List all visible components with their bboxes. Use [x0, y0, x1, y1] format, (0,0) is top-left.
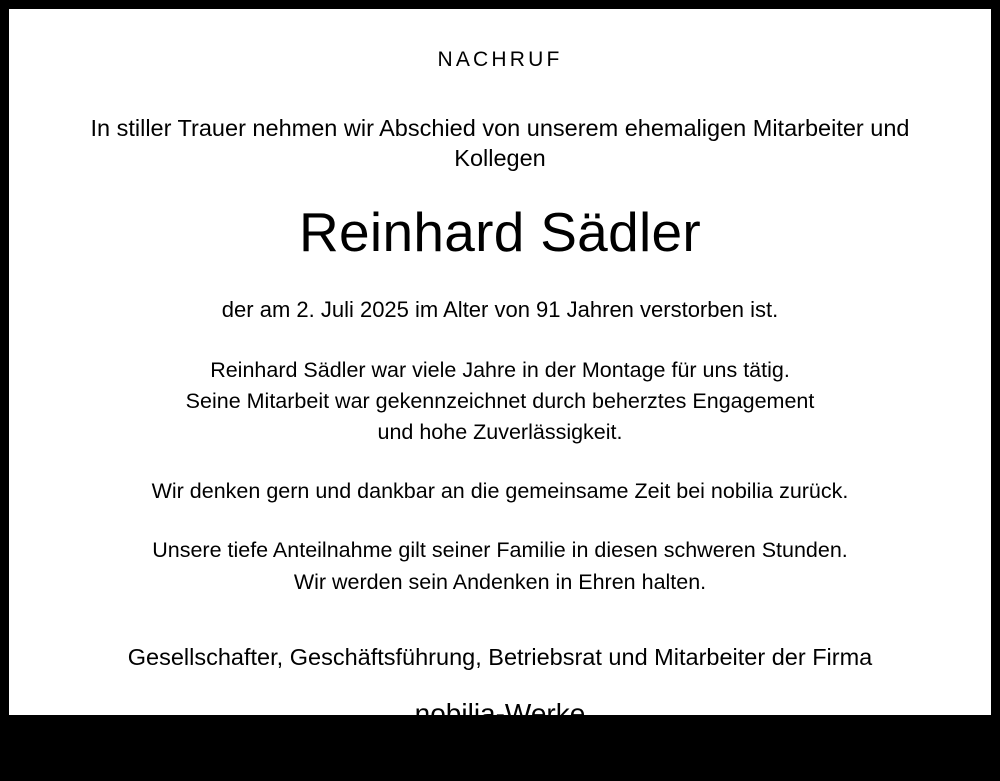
- condolence-line-2: Wir werden sein Andenken in Ehren halten.: [293, 569, 707, 594]
- remembrance-line: Wir denken gern und dankbar an die gemeinsame Zeit bei nobilia zurück.: [151, 479, 849, 504]
- company-legal-name: J. Stickling GmbH & Co. KG: [350, 752, 650, 780]
- notice-intro-text: In stiller Trauer nehmen wir Abschied von unserem ehemaligen Mitarbeiter und Kollegen: [90, 115, 910, 171]
- tribute-line-3: und hohe Zuverlässigkeit.: [377, 420, 623, 445]
- tribute-line-2: Seine Mitarbeit war gekennzeichnet durch beherztes Engagement: [185, 388, 815, 413]
- condolence-paragraph: [152, 535, 848, 597]
- company-name: nobilia-Werke: [414, 698, 586, 730]
- tribute-paragraph: [186, 355, 815, 449]
- remembrance-paragraph: [152, 476, 849, 507]
- obituary-content: [9, 9, 991, 780]
- tribute-line-1: Reinhard Sädler war viele Jahre in der Montage für uns tätig.: [210, 357, 790, 382]
- condolence-line-1: Unsere tiefe Anteilnahme gilt seiner Familie in diesen schweren Stunden.: [152, 538, 848, 563]
- notice-kicker: NACHRUF: [437, 48, 563, 71]
- signatories-line: Gesellschafter, Geschäftsführung, Betriebsrat und Mitarbeiter der Firma: [127, 643, 873, 670]
- death-details: der am 2. Juli 2025 im Alter von 91 Jahren verstorben ist.: [221, 297, 779, 323]
- deceased-name: Reinhard Sädler: [299, 200, 701, 263]
